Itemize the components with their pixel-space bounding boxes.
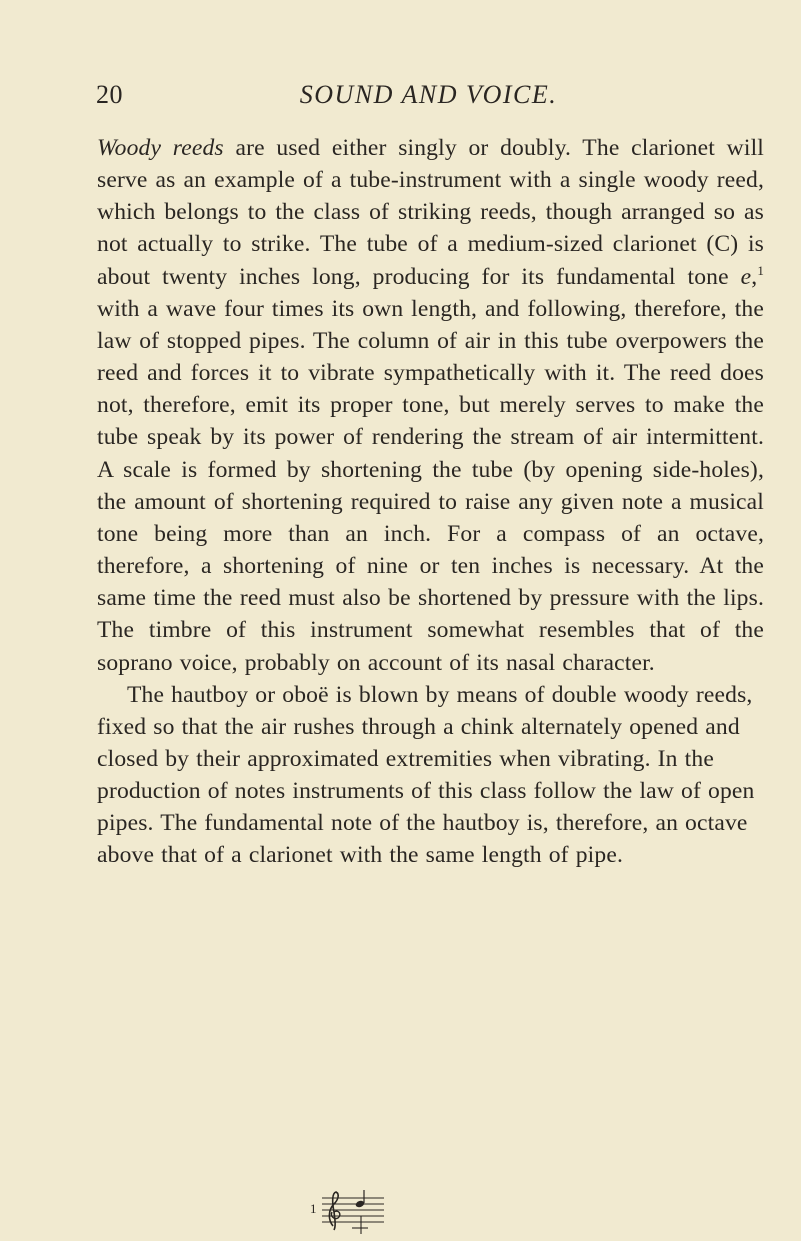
paragraph-text-c: with a wave four times its own length, and following, therefore, the law of stopped pipes. The column of air in this tube overpowers the reed and forces it to vibrate sympathetically with it. The reed does not, therefore, emit its proper tone, but merely serves to make the tube speak by its power of rendering the stream of air intermittent. A scale is formed by shortening the tube (by opening side-holes), the amount of shortening required to raise any given note a musical tone being more than an inch. For a compass of an octave, therefore, a shortening of nine or ten inches is necessary. At the same time the reed must also be shortened by pressure with the lips. The timbre of this instrument somewhat resembles that of the soprano voice, probably on account of its nasal character. [97,295,764,676]
footnote-marker: 1 [310,1201,317,1216]
page-number: 20 [96,80,123,109]
paragraph-hautboy: The hautboy or oboë is blown by means of double woody reeds, fixed so that the air rushes through a chink alternately opened and closed by their approximated extremities when vibrating. In the production of notes instruments of this class follow the law of open pipes. The fundamental note of the hautboy is, therefore, an octave above that of a clarionet with the same length of pipe. [97,681,755,869]
treble-staff-note-icon [322,1190,386,1234]
paragraph-text-a: are used either singly or doubly. The clarionet will serve as an example of a tube-instrument with a single woody reed, which belongs to the class of striking reeds, though arranged so as not actually to strike. The tube of a medium-sized clarionet (C) is about twenty inches long, producing for its fundamental tone [97,135,764,290]
paragraph-text-b: , [751,263,758,290]
footnote [310,1190,490,1240]
body-text [97,132,764,872]
paragraph-lead-italic: Woody reeds [97,135,224,161]
running-head [96,80,761,110]
paragraph-woody-reeds [97,132,764,679]
running-title: SOUND AND VOICE. [299,80,558,109]
footnote-reference[interactable]: 1 [757,262,764,278]
note-letter: e [740,263,752,290]
